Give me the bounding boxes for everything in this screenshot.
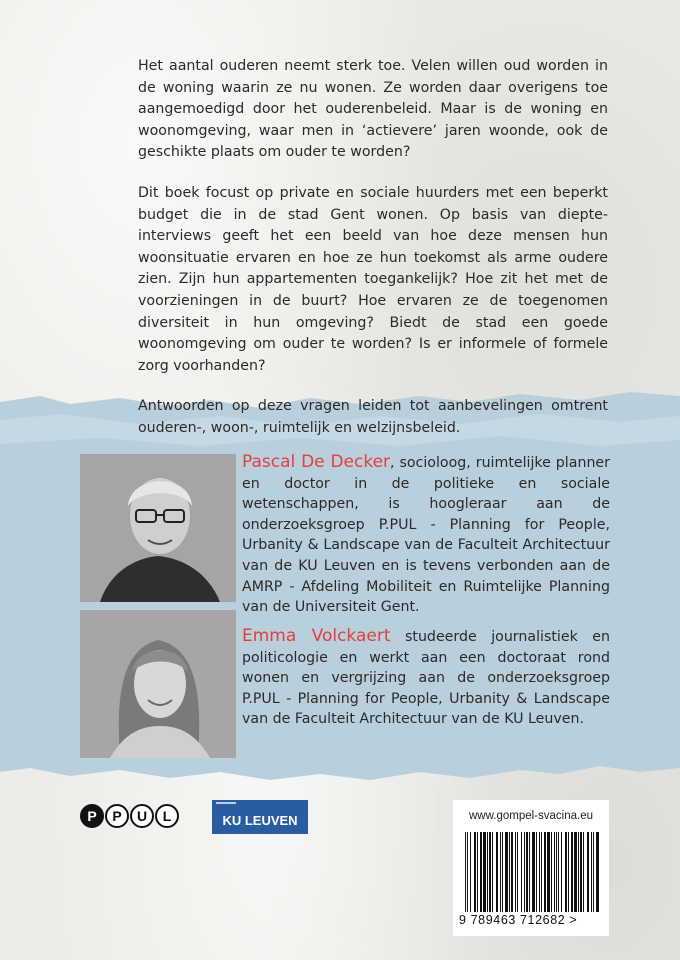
barcode-bar (529, 832, 530, 912)
barcode-bar (593, 832, 594, 912)
author-bio-text-emma: studeerde journalistiek en politicologie en werkt aan een doctoraat rond wonen en vergrijzing aan de onderzoeksgroep P.PUL - Planning for People, Urbanity & Landscape van de Faculteit Architectuur van de KU Leuven. (242, 629, 610, 728)
ku-leuven-logo-text: KU LEUVEN (222, 813, 298, 828)
barcode-bar (474, 832, 476, 912)
barcode-bar (539, 832, 540, 912)
barcode-bar (558, 832, 559, 912)
ppul-letter-1: P (80, 804, 104, 828)
barcode-bar (470, 832, 471, 912)
author-bio-text-pascal: , socioloog, ruimtelijke planner en doctor in de politieke en sociale wetenschappen, is hoogleraar aan de onderzoeksgroep P.PUL - Planning for People, Urbanity & Landscape van de Faculteit Architectuur van de KU Leuven en is tevens verbonden aan de AMRP - Afdeling Mobiliteit en Ruimtelijke Planning van de Universiteit Gent. (242, 455, 610, 616)
barcode-bar (551, 832, 552, 912)
barcode-bar (517, 832, 518, 912)
ppul-letter-3: U (130, 804, 154, 828)
publisher-website: www.gompel-svacina.eu (468, 810, 593, 822)
intro-paragraph-3: Antwoorden op deze vragen leiden tot aanbevelingen omtrent ouderen-, woon-, ruimtelijk en welzijnsbeleid. (138, 398, 608, 436)
barcode-bar (492, 832, 493, 912)
barcode-block (453, 800, 609, 936)
barcode-bar (591, 832, 592, 912)
barcode-bar (467, 832, 468, 912)
ppul-letter-2: P (105, 804, 129, 828)
barcode-bar (489, 832, 491, 912)
intro-paragraph-1: Het aantal ouderen neemt sterk toe. Velen willen oud worden in de woning waarin ze nu wonen. Ze worden daar overigens toe aangemoedigd door het ouderenbeleid. Maar is de woning en woonomgeving, waar men in ‘actievere’ jaren woonde, ook de geschikte plaats om ouder te worden? (138, 58, 608, 161)
barcode-bar (487, 832, 488, 912)
intro-text (138, 56, 608, 459)
barcode-bar (561, 832, 562, 912)
barcode-bar (536, 832, 537, 912)
barcode-bar (515, 832, 516, 912)
barcode-bar (580, 832, 582, 912)
intro-paragraph-2: Dit boek focust op private en sociale huurders met een beperkt budget die in de stad Gent wonen. Op basis van diepte-interviews geeft het een beeld van hoe deze mensen hun woonsituatie ervaren en hoe ze hun toekomst als arme oudere zien. Zijn hun appartementen toegankelijk? Hoe zit het met de voorzieningen in de buurt? Hoe ervaren ze de toegenomen diversiteit in hun omgeving? Biedt de stad een goede woonomgeving om ouder te worden? Is er informele of formele zorg voorhanden? (138, 184, 608, 374)
barcode-bar (524, 832, 525, 912)
barcode-bar (571, 832, 573, 912)
ku-leuven-logo (212, 800, 308, 834)
author-bio-pascal (242, 452, 610, 618)
barcode-bar (532, 832, 535, 912)
barcode-bar (583, 832, 584, 912)
barcode-bar (541, 832, 542, 912)
ppul-logo (80, 804, 179, 828)
ppul-letter-4: L (155, 804, 179, 828)
isbn-barcode (465, 832, 599, 912)
author-name-emma: Emma Volckaert (242, 626, 391, 646)
barcode-bar (496, 832, 498, 912)
barcode-bar (578, 832, 579, 912)
barcode-bar (556, 832, 557, 912)
barcode-bar (526, 832, 528, 912)
barcode-bar (480, 832, 482, 912)
barcode-bar (477, 832, 478, 912)
barcode-bar (509, 832, 510, 912)
barcode-bar (511, 832, 513, 912)
barcode-bar (483, 832, 486, 912)
barcode-bar (565, 832, 567, 912)
ku-leuven-crest-icon (216, 802, 236, 813)
barcode-bar (574, 832, 577, 912)
barcode-bar (547, 832, 550, 912)
author-bio-emma (242, 626, 610, 730)
barcode-bar (568, 832, 569, 912)
barcode-bar (544, 832, 546, 912)
isbn-digits: 9 789463 712682 > (459, 913, 578, 927)
barcode-bar (521, 832, 522, 912)
barcode-bar (587, 832, 589, 912)
barcode-bar (596, 832, 599, 912)
author-photo-pascal (80, 454, 236, 602)
author-name-pascal: Pascal De Decker (242, 452, 391, 472)
barcode-bar (465, 832, 466, 912)
barcode-bar (505, 832, 508, 912)
author-photo-emma (80, 610, 236, 758)
barcode-bar (554, 832, 555, 912)
barcode-bar (500, 832, 501, 912)
barcode-bar (502, 832, 503, 912)
